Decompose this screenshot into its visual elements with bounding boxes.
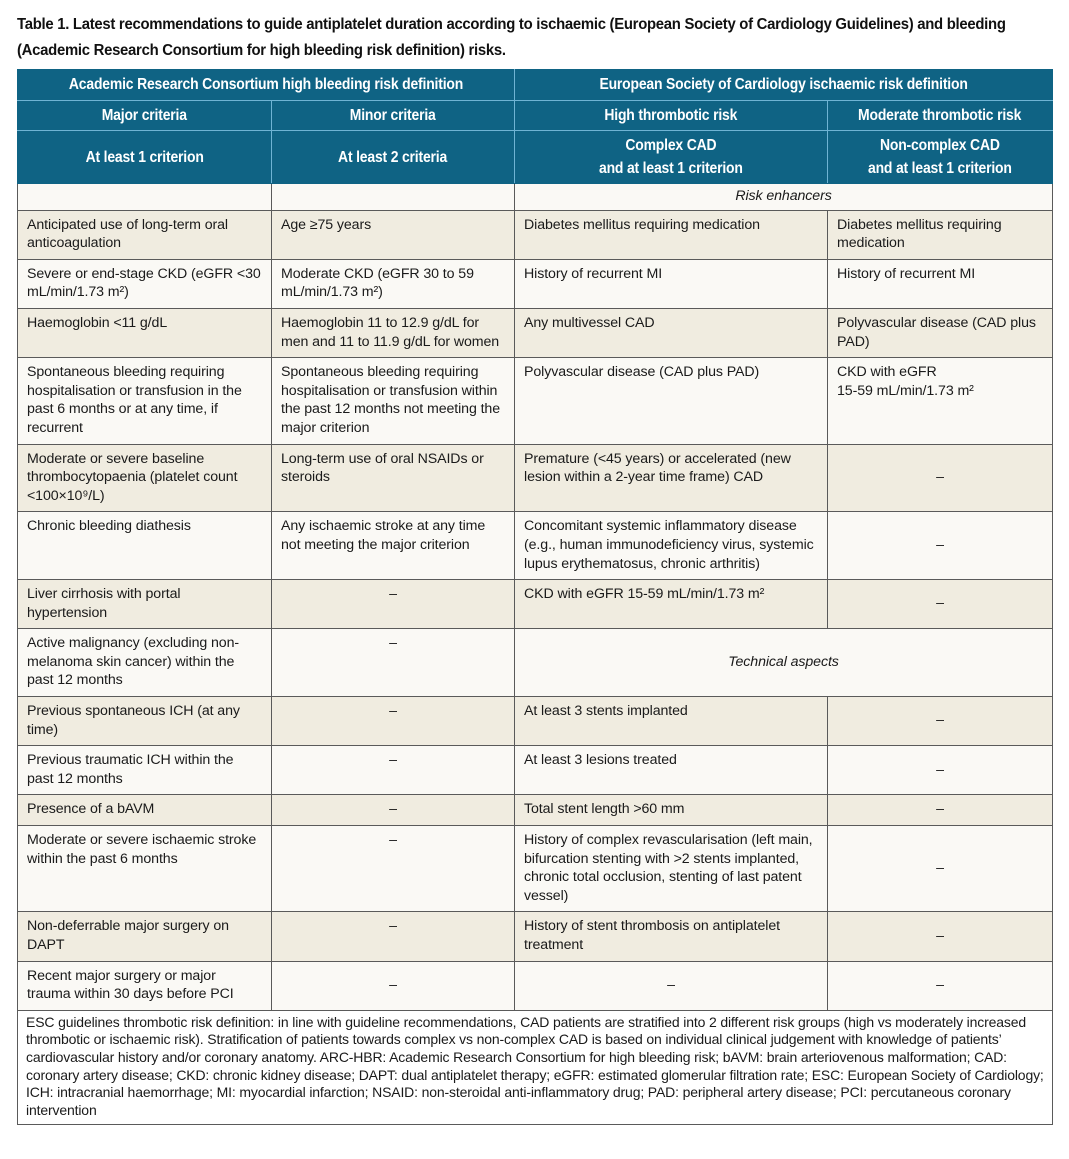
table-row — [18, 961, 1053, 1010]
cell-minor: – — [272, 697, 515, 746]
header-req-major: At least 1 criterion — [18, 131, 272, 184]
cell-major: Anticipated use of long-term oral anticoagulation — [18, 210, 272, 259]
header-requirement-row — [18, 131, 1053, 184]
cell-minor: Moderate CKD (eGFR 30 to 59 mL/min/1.73 m²) — [272, 259, 515, 308]
cell-high: Diabetes mellitus requiring medication — [515, 210, 828, 259]
cell-minor: Long-term use of oral NSAIDs or steroids — [272, 444, 515, 512]
table-row — [18, 795, 1053, 826]
cell-minor: – — [272, 912, 515, 961]
cell-moderate: – — [828, 912, 1053, 961]
table-row — [18, 210, 1053, 259]
cell-high: History of recurrent MI — [515, 259, 828, 308]
header-group-row — [18, 70, 1053, 101]
cell-minor: – — [272, 795, 515, 826]
header-req-moderate: Non-complex CAD and at least 1 criterion — [828, 131, 1053, 184]
cell-high: History of stent thrombosis on antiplatelet treatment — [515, 912, 828, 961]
cell-major: Severe or end-stage CKD (eGFR <30 mL/min/1.73 m²) — [18, 259, 272, 308]
table-row — [18, 512, 1053, 580]
cell-minor: Spontaneous bleeding requiring hospitalisation or transfusion within the past 12 months not meeting the major criterion — [272, 358, 515, 444]
header-req-high: Complex CAD and at least 1 criterion — [515, 131, 828, 184]
cell-moderate: – — [828, 961, 1053, 1010]
risk-table — [17, 69, 1053, 1011]
cell-minor: – — [272, 746, 515, 795]
cell-major: Moderate or severe baseline thrombocytopaenia (platelet count <100×10⁹/L) — [18, 444, 272, 512]
table-row — [18, 308, 1053, 357]
section-row-risk-enhancers — [18, 184, 1053, 211]
table-row — [18, 629, 1053, 697]
cell-high: Concomitant systemic inflammatory disease (e.g., human immunodeficiency virus, systemic lupus erythematosus, chronic arthritis) — [515, 512, 828, 580]
cell-major: Moderate or severe ischaemic stroke within the past 6 months — [18, 826, 272, 912]
cell-major: Previous spontaneous ICH (at any time) — [18, 697, 272, 746]
cell-high: Premature (<45 years) or accelerated (new lesion within a 2-year time frame) CAD — [515, 444, 828, 512]
cell-moderate: – — [828, 746, 1053, 795]
table-row — [18, 912, 1053, 961]
cell-major: Recent major surgery or major trauma within 30 days before PCI — [18, 961, 272, 1010]
cell-major: Non-deferrable major surgery on DAPT — [18, 912, 272, 961]
cell-moderate: – — [828, 512, 1053, 580]
cell-minor: Any ischaemic stroke at any time not meeting the major criterion — [272, 512, 515, 580]
table-caption: Table 1. Latest recommendations to guide antiplatelet duration according to ischaemic (European Society of Cardiology Guidelines) and bleeding (Academic Research Consortium for high bleeding risk definition) risks. — [17, 16, 1006, 59]
header-req-minor: At least 2 criteria — [272, 131, 515, 184]
cell-moderate: History of recurrent MI — [828, 259, 1053, 308]
table-row — [18, 444, 1053, 512]
table-row — [18, 826, 1053, 912]
cell-moderate: Polyvascular disease (CAD plus PAD) — [828, 308, 1053, 357]
cell-minor: – — [272, 629, 515, 697]
cell-major: Previous traumatic ICH within the past 12 months — [18, 746, 272, 795]
header-minor-criteria: Minor criteria — [272, 101, 515, 131]
header-major-criteria: Major criteria — [18, 101, 272, 131]
header-esc: European Society of Cardiology ischaemic risk definition — [515, 70, 1053, 101]
table-row — [18, 746, 1053, 795]
cell-moderate: – — [828, 697, 1053, 746]
table-row — [18, 580, 1053, 629]
cell-major: Liver cirrhosis with portal hypertension — [18, 580, 272, 629]
cell-high: CKD with eGFR 15-59 mL/min/1.73 m² — [515, 580, 828, 629]
cell-moderate: – — [828, 444, 1053, 512]
header-moderate-thrombotic-risk: Moderate thrombotic risk — [828, 101, 1053, 131]
cell-moderate: – — [828, 795, 1053, 826]
cell-high: Any multivessel CAD — [515, 308, 828, 357]
table-row — [18, 697, 1053, 746]
cell-moderate: Diabetes mellitus requiring medication — [828, 210, 1053, 259]
cell-moderate: – — [828, 580, 1053, 629]
cell-major: Active malignancy (excluding non-melanoma skin cancer) within the past 12 months — [18, 629, 272, 697]
cell-minor: – — [272, 961, 515, 1010]
header-subgroup-row — [18, 101, 1053, 131]
cell-high: Polyvascular disease (CAD plus PAD) — [515, 358, 828, 444]
empty-cell — [18, 184, 272, 211]
section-label-risk-enhancers: Risk enhancers — [515, 184, 1053, 211]
cell-high: At least 3 lesions treated — [515, 746, 828, 795]
empty-cell — [272, 184, 515, 211]
cell-moderate: CKD with eGFR 15-59 mL/min/1.73 m² — [828, 358, 1053, 444]
cell-minor: – — [272, 826, 515, 912]
cell-high: History of complex revascularisation (left main, bifurcation stenting with >2 stents implanted, chronic total occlusion, stenting of last patent vessel) — [515, 826, 828, 912]
cell-minor: Haemoglobin 11 to 12.9 g/dL for men and 11 to 11.9 g/dL for women — [272, 308, 515, 357]
cell-high: – — [515, 961, 828, 1010]
cell-major: Chronic bleeding diathesis — [18, 512, 272, 580]
cell-high: At least 3 stents implanted — [515, 697, 828, 746]
table-footnote: ESC guidelines thrombotic risk definition: in line with guideline recommendations, CAD patients are stratified into 2 different risk groups (high vs moderately increased thrombotic or ischaemic risk). Stratification of patients towards complex vs non-complex CAD is based on individual clinical judgement with knowledge of patients’ cardiovascular history and/or coronary anatomy. ARC-HBR: Academic Research Consortium for high bleeding risk; bAVM: brain arteriovenous malformation; CAD: coronary artery disease; CKD: chronic kidney disease; DAPT: dual antiplatelet therapy; eGFR: estimated glomerular filtration rate; ESC: European Society of Cardiology; ICH: intracranial haemorrhage; MI: myocardial infarction; NSAID: non-steroidal anti-inflammatory drug; PAD: peripheral artery disease; PCI: percutaneous coronary intervention — [17, 1011, 1053, 1126]
table-row — [18, 358, 1053, 444]
header-high-thrombotic-risk: High thrombotic risk — [515, 101, 828, 131]
cell-moderate: – — [828, 826, 1053, 912]
cell-major: Spontaneous bleeding requiring hospitalisation or transfusion in the past 6 months or at any time, if recurrent — [18, 358, 272, 444]
cell-minor: Age ≥75 years — [272, 210, 515, 259]
cell-minor: – — [272, 580, 515, 629]
cell-high: Total stent length >60 mm — [515, 795, 828, 826]
section-label-technical-aspects: Technical aspects — [515, 629, 1053, 697]
table-row — [18, 259, 1053, 308]
cell-major: Presence of a bAVM — [18, 795, 272, 826]
cell-major: Haemoglobin <11 g/dL — [18, 308, 272, 357]
header-arc-hbr: Academic Research Consortium high bleeding risk definition — [18, 70, 515, 101]
